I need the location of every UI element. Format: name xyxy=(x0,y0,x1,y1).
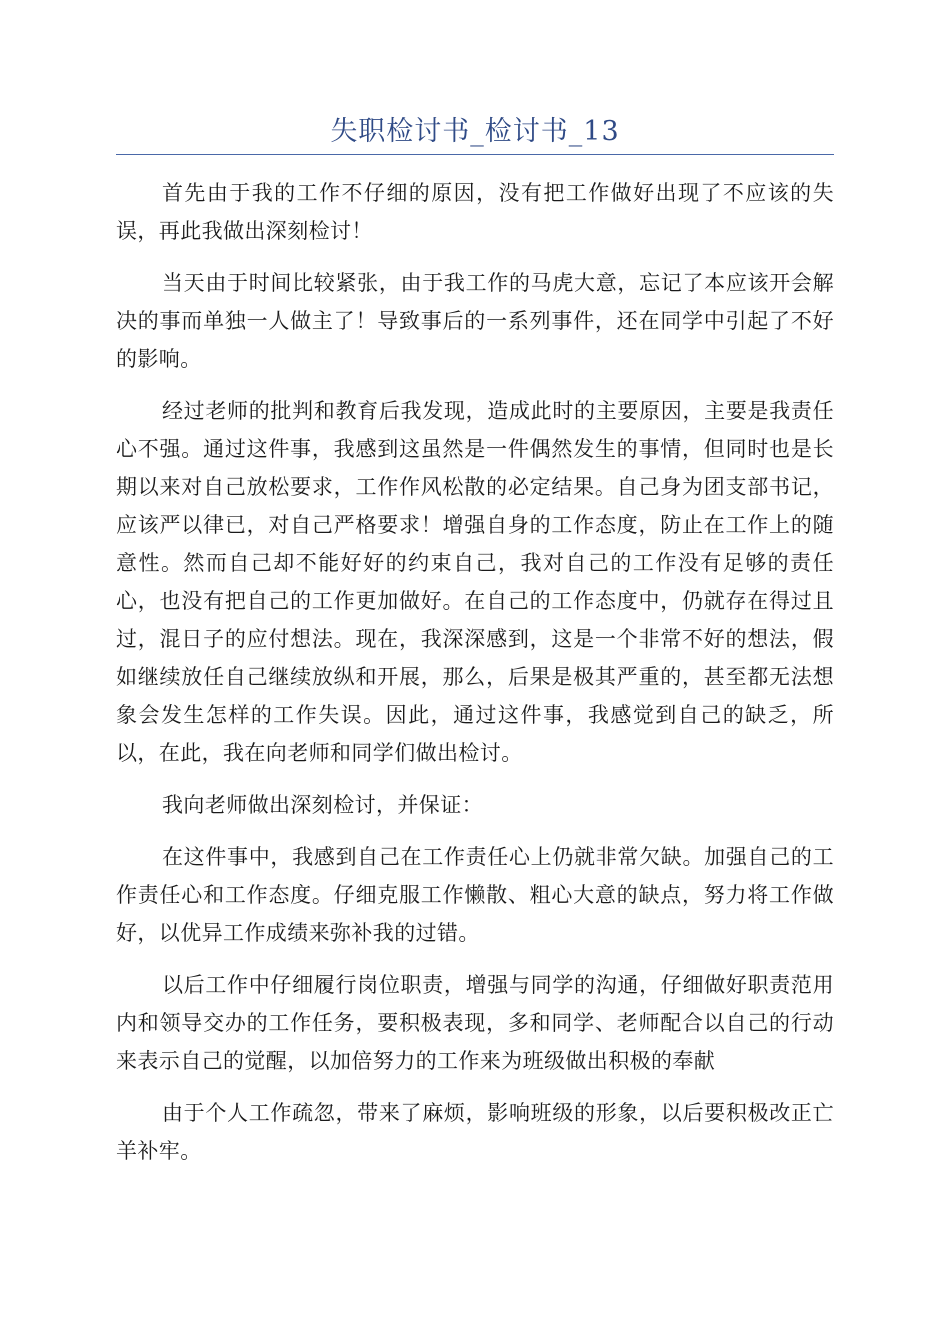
paragraph-6: 以后工作中仔细履行岗位职责，增强与同学的沟通，仔细做好职责范用内和领导交办的工作任务，要积极表现，多和同学、老师配合以自己的行动来表示自己的觉醒，以加倍努力的工作来为班级做出积极的奉献 xyxy=(116,973,834,1073)
paragraph-7: 由于个人工作疏忽，带来了麻烦，影响班级的形象，以后要积极改正亡羊补牢。 xyxy=(116,1101,834,1163)
paragraph-5: 在这件事中，我感到自己在工作责任心上仍就非常欠缺。加强自己的工作责任心和工作态度。仔细克服工作懒散、粗心大意的缺点，努力将工作做好，以优异工作成绩来弥补我的过错。 xyxy=(116,845,834,945)
document-body xyxy=(116,174,834,1184)
paragraph-4: 我向老师做出深刻检讨，并保证： xyxy=(162,793,483,817)
paragraph-1: 首先由于我的工作不仔细的原因，没有把工作做好出现了不应该的失误，再此我做出深刻检讨！ xyxy=(116,181,834,243)
title-underline xyxy=(116,154,834,155)
paragraph-3: 经过老师的批判和教育后我发现，造成此时的主要原因，主要是我责任心不强。通过这件事，我感到这虽然是一件偶然发生的事情，但同时也是长期以来对自己放松要求，工作作风松散的必定结果。自己身为团支部书记，应该严以律已，对自己严格要求！增强自身的工作态度，防止在工作上的随意性。然而自己却不能好好的约束自己，我对自己的工作没有足够的责任心，也没有把自己的工作更加做好。在自己的工作态度中，仍就存在得过且过，混日子的应付想法。现在，我深深感到，这是一个非常不好的想法，假如继续放任自己继续放纵和开展，那么，后果是极其严重的，甚至都无法想象会发生怎样的工作失误。因此，通过这件事，我感觉到自己的缺乏，所以，在此，我在向老师和同学们做出检讨。 xyxy=(116,399,834,765)
paragraph-2: 当天由于时间比较紧张，由于我工作的马虎大意，忘记了本应该开会解决的事而单独一人做主了！导致事后的一系列事件，还在同学中引起了不好的影响。 xyxy=(116,271,834,371)
document-title: 失职检讨书_检讨书_13 xyxy=(330,116,620,147)
